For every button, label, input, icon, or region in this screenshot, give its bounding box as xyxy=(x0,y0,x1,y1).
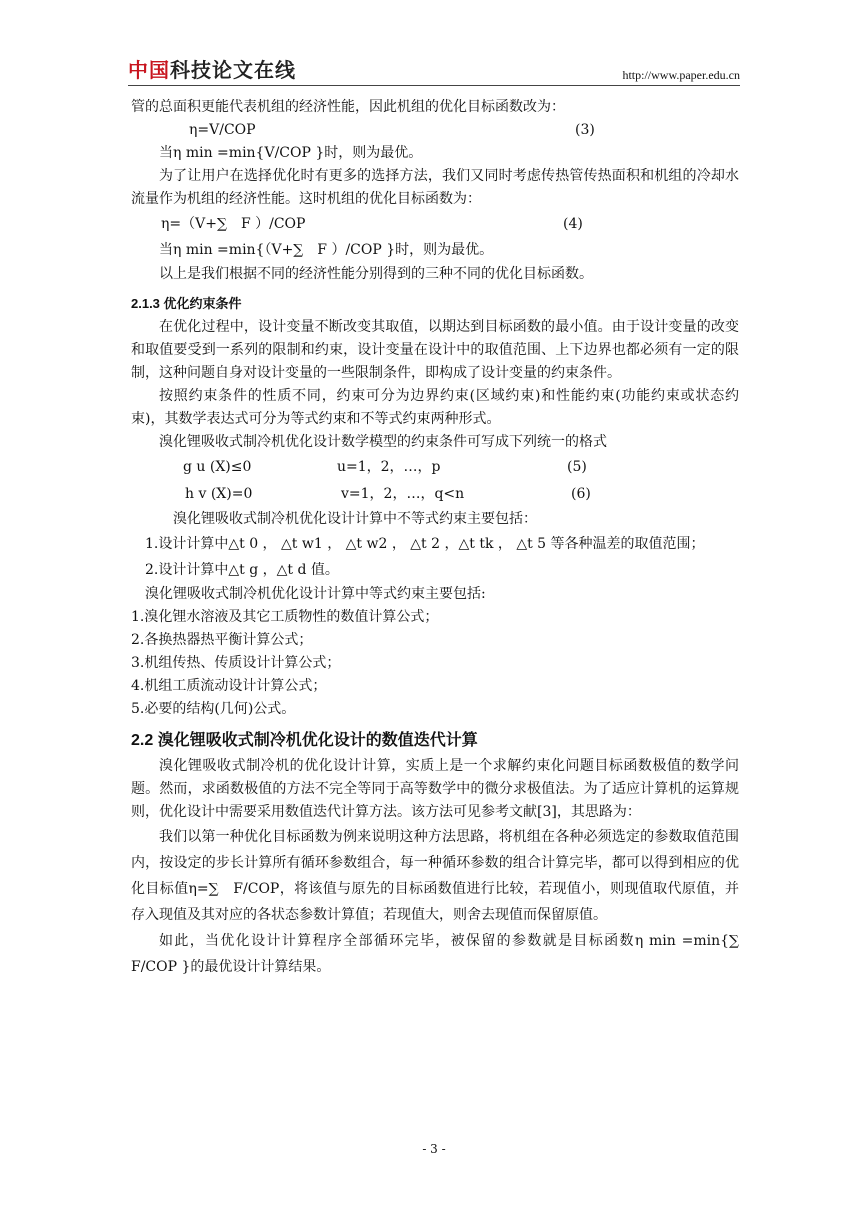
para-12: 我们以第一种优化目标函数为例来说明这种方法思路，将机组在各种必须选定的参数取值范围内，按设定的步长计算所有循环参数组合，每一种循环参数的组合计算完毕，都可以得到相应的优化目标值η=∑ F/COP，将该值与原先的目标函数值进行比较，若现值小，则现值取代原值，并存入现值及其对应的各状态参数计算值；若现值大，则舍去现值而保留原值。 xyxy=(131,829,739,923)
page-number: - 3 - xyxy=(422,1142,446,1156)
inequality-item-1: 1.设计计算中△t 0 ， △t w1 ， △t w2 ， △t 2 ，△t tk ， △t 5 等各种温差的取值范围； xyxy=(145,536,705,552)
equality-item-4: 4.机组工质流动设计计算公式； xyxy=(131,678,327,694)
equation-6-lhs: h v (X)=0 xyxy=(185,486,253,502)
para-10: 溴化锂吸收式制冷机优化设计计算中等式约束主要包括: xyxy=(145,586,486,602)
equation-5 xyxy=(131,454,739,481)
equality-item-1: 1.溴化锂水溶液及其它工质物性的数值计算公式； xyxy=(131,609,439,625)
header-rule xyxy=(128,85,740,86)
para-2: 当η min =min{V/COP }时，则为最优。 xyxy=(159,145,423,161)
equation-4 xyxy=(131,211,739,237)
header-url[interactable]: http://www.paper.edu.cn xyxy=(622,68,740,82)
para-4: 当η min =min{（V+∑ F ）/COP }时，则为最优。 xyxy=(159,242,494,258)
logo-red-part: 中国 xyxy=(128,58,170,82)
inequality-item-2: 2.设计计算中△t g ，△t d 值。 xyxy=(145,562,339,578)
equation-5-lhs: g u (X)≤0 xyxy=(183,459,252,475)
equation-6-number: (6) xyxy=(571,486,591,502)
equation-5-range: u=1，2，…，p xyxy=(337,459,441,475)
equation-6-range: v=1，2，…，q<n xyxy=(341,486,465,502)
para-6: 在优化过程中，设计变量不断改变其取值，以期达到目标函数的最小值。由于设计变量的改变和取值要受到一系列的限制和约束，设计变量在设计中的取值范围、上下边界也都必须有一定的限制，这种问题自身对设计变量的一些限制条件，即构成了设计变量的约束条件。 xyxy=(131,319,739,381)
equation-5-number: (5) xyxy=(567,459,587,475)
equation-6 xyxy=(131,481,739,508)
para-11: 溴化锂吸收式制冷机的优化设计计算，实质上是一个求解约束化问题目标函数极值的数学问题。然而，求函数极值的方法不完全等同于高等数学中的微分求极值法。为了适应计算机的运算规则，优化设计中需要采用数值迭代计算方法。该方法可见参考文献[3]，其思路为： xyxy=(131,758,739,820)
para-5: 以上是我们根据不同的经济性能分别得到的三种不同的优化目标函数。 xyxy=(159,266,593,282)
para-13: 如此，当优化设计计算程序全部循环完毕，被保留的参数就是目标函数η min =min{∑ F/COP }的最优设计计算结果。 xyxy=(131,933,753,975)
para-8: 溴化锂吸收式制冷机优化设计数学模型的约束条件可写成下列统一的格式 xyxy=(159,434,607,450)
equation-3 xyxy=(131,119,739,142)
para-1: 管的总面积更能代表机组的经济性能，因此机组的优化目标函数改为： xyxy=(131,99,565,115)
section-2-2-heading: 2.2 溴化锂吸收式制冷机优化设计的数值迭代计算 xyxy=(131,732,478,749)
section-2-1-3-heading: 2.1.3 优化约束条件 xyxy=(131,296,242,311)
equation-4-expr: η=（V+∑ F ）/COP xyxy=(161,216,306,232)
logo-dark-part: 科技论文在线 xyxy=(170,58,296,82)
equality-item-5: 5.必要的结构(几何)公式。 xyxy=(131,701,296,717)
para-3: 为了让用户在选择优化时有更多的选择方法，我们又同时考虑传热管传热面积和机组的冷却水流量作为机组的经济性能。这时机组的优化目标函数为： xyxy=(131,168,739,207)
para-9: 溴化锂吸收式制冷机优化设计计算中不等式约束主要包括： xyxy=(173,511,537,527)
site-logo xyxy=(128,58,296,82)
page-body xyxy=(131,96,753,980)
equality-item-3: 3.机组传热、传质设计计算公式； xyxy=(131,655,341,671)
equation-4-number: (4) xyxy=(563,216,583,232)
equality-item-2: 2.各换热器热平衡计算公式； xyxy=(131,632,313,648)
page-header xyxy=(128,58,740,88)
para-7: 按照约束条件的性质不同，约束可分为边界约束(区域约束)和性能约束(功能约束或状态约束)，其数学表达式可分为等式约束和不等式约束两种形式。 xyxy=(131,388,739,427)
equation-3-expr: η=V/COP xyxy=(189,122,256,138)
equation-3-number: (3) xyxy=(575,122,595,138)
